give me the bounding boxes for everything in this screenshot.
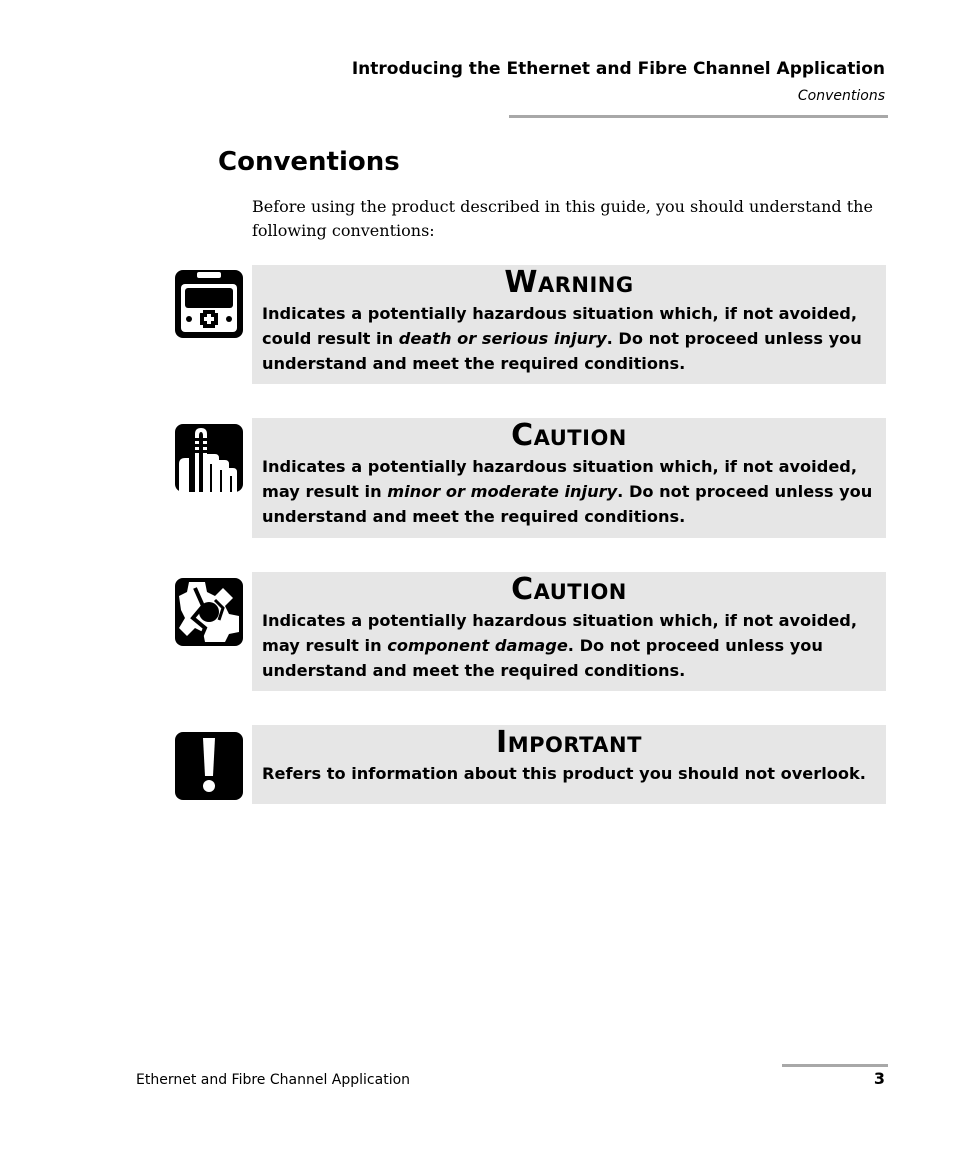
broken-gear-icon [175, 578, 243, 646]
notice-emphasis: minor or moderate injury [387, 482, 618, 501]
notice-title: Caution [511, 572, 627, 607]
page-title: Conventions [218, 147, 400, 177]
notice-title: Important [496, 725, 642, 760]
caution-injury-notice [252, 418, 886, 538]
intro-paragraph: Before using the product described in this guide, you should understand the following conventions: [252, 197, 873, 240]
caution-damage-notice [252, 572, 886, 691]
page-number: 3 [873, 1069, 885, 1088]
header-rule [509, 115, 888, 118]
footer-title: Ethernet and Fibre Channel Application [136, 1072, 411, 1088]
notice-text [262, 301, 876, 376]
important-notice [252, 725, 886, 804]
notice-title: Warning [504, 265, 634, 300]
running-header-section: Conventions [797, 88, 885, 104]
exclamation-icon [175, 732, 243, 800]
notice-emphasis: death or serious injury [398, 329, 607, 348]
bandaged-finger-icon [175, 424, 243, 492]
notice-text: Refers to information about this product you should not overlook. [262, 764, 866, 783]
notice-emphasis: component damage [387, 636, 568, 655]
warning-notice [252, 265, 886, 384]
notice-text-tail: . Do not proceed unless you understand and meet the required conditions. [262, 482, 873, 526]
notice-text-tail: . Do not proceed unless you understand and meet the required conditions. [262, 329, 862, 373]
notice-text-lead: Indicates a potentially hazardous situation which, if not avoided, may result in [262, 611, 858, 655]
notice-title: Caution [511, 418, 627, 453]
notice-text [262, 608, 876, 683]
notice-text-tail: . Do not proceed unless you understand and meet the required conditions. [262, 636, 823, 680]
notice-text-lead: Indicates a potentially hazardous situation which, if not avoided, may result in [262, 457, 858, 501]
running-header-title: Introducing the Ethernet and Fibre Channel Application [351, 59, 885, 79]
notice-text [262, 454, 876, 529]
ambulance-icon [175, 270, 243, 338]
notice-text-lead: Indicates a potentially hazardous situation which, if not avoided, could result in [262, 304, 858, 348]
running-header [352, 58, 885, 106]
footer-rule [782, 1064, 888, 1067]
